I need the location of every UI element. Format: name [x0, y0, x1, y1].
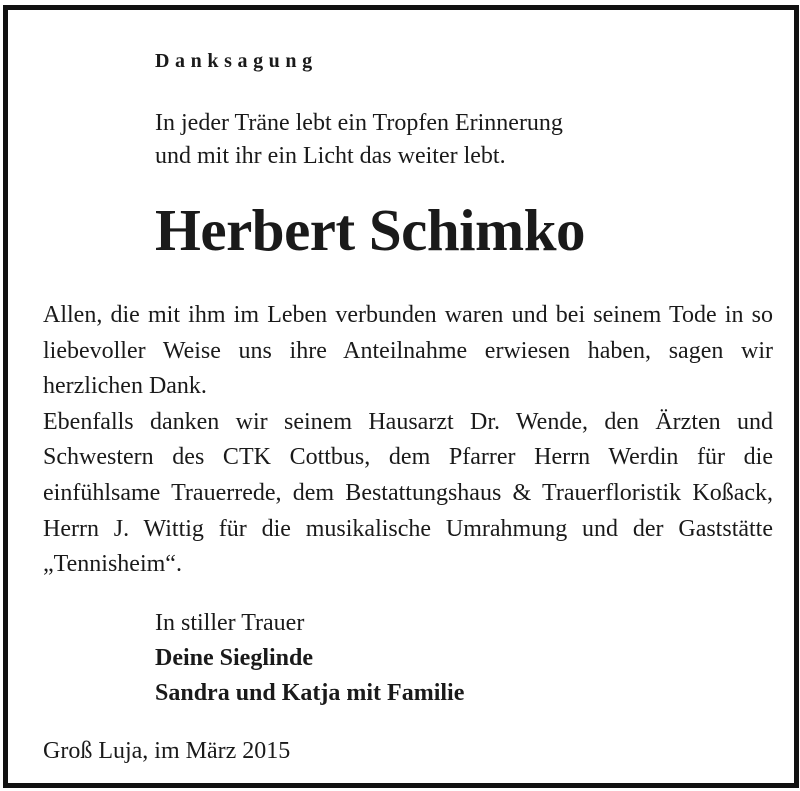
heading: Danksagung	[155, 50, 318, 72]
thanks-text	[43, 298, 773, 583]
paragraph: Ebenfalls danken wir seinem Hausarzt Dr. Wende, den Ärzten und Schwestern des CTK Cottbus, dem Pfarrer Herrn Werdin für die einfühlsame Trauerrede, dem Bestattungshaus & Trauerfloristik Koßack, Herrn J. Wittig für die musikalische Umrahmung und der Gaststätte „Tennisheim“.	[43, 408, 773, 578]
signature-line: Deine Sieglinde	[155, 645, 314, 671]
signature-block	[155, 606, 464, 711]
motto	[155, 107, 563, 173]
deceased-name: Herbert Schimko	[155, 197, 586, 263]
notice-frame	[3, 5, 799, 788]
signature-intro: In stiller Trauer	[155, 610, 305, 636]
place-date: Groß Luja, im März 2015	[43, 738, 291, 764]
signature-line: Sandra und Katja mit Familie	[155, 680, 465, 706]
paragraph: Allen, die mit ihm im Leben verbunden waren und bei seinem Tode in so liebevoller Weise uns ihre Anteilnahme erwiesen haben, sagen wir herzlichen Dank.	[43, 302, 773, 400]
motto-line: In jeder Träne lebt ein Tropfen Erinnerung	[155, 110, 563, 136]
motto-line: und mit ihr ein Licht das weiter lebt.	[155, 143, 506, 169]
